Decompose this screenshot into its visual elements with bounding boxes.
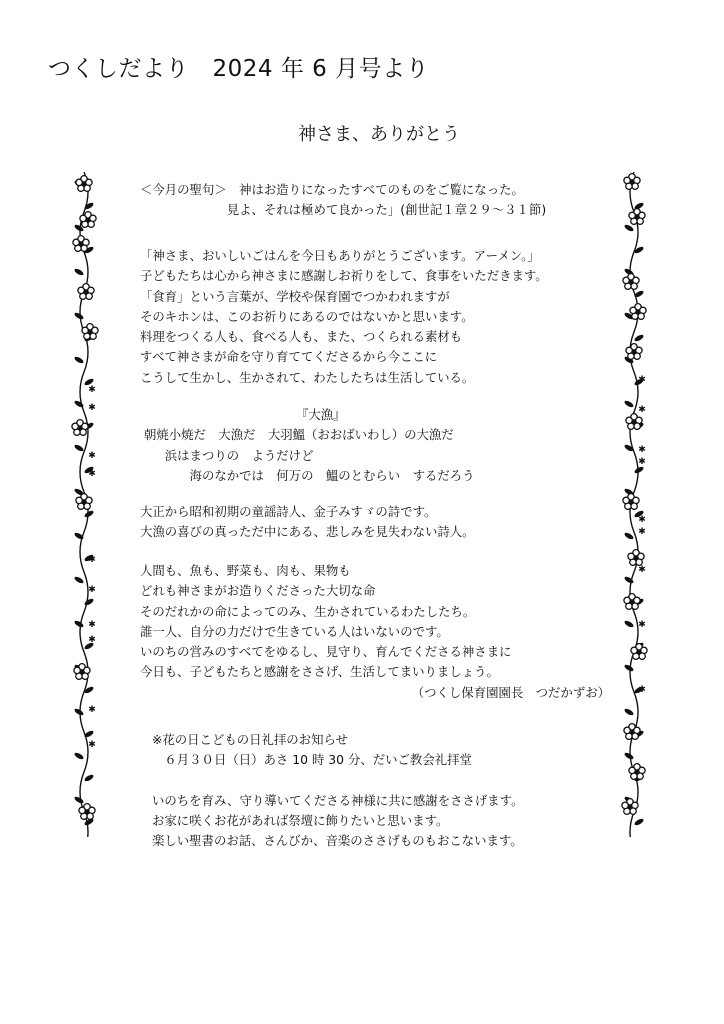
leaf-icon xyxy=(624,664,635,673)
text-line: そのキホンは、このお祈りにあるのではないかと思います。 xyxy=(140,308,474,324)
flower-icon xyxy=(76,176,92,192)
leaf-icon xyxy=(74,444,85,453)
text-line: 子どもたちは心から神さまに感謝しお祈りをして、食事をいただきます。 xyxy=(140,268,548,284)
notice-datetime: ６月３０日（日）あさ 10 時 30 分、だいご教会礼拝堂 xyxy=(152,752,472,768)
notice-line: 楽しい聖書のお話、さんびか、音楽のささげものもおこないます。 xyxy=(152,833,523,849)
leaf-icon xyxy=(634,334,645,343)
text-line: どれも神さまがお造りくださった大切な命 xyxy=(140,583,376,599)
flower-icon xyxy=(624,594,640,610)
flower-icon xyxy=(630,304,646,320)
star-icon: ✱ xyxy=(638,445,646,455)
poet-block xyxy=(140,502,610,543)
poem-line: 朝焼小焼だ 大漁だ 大羽鰮（おおばいわし）の大漁だ xyxy=(140,427,454,443)
star-icon: ✱ xyxy=(638,405,646,415)
poem-block xyxy=(140,405,610,486)
star-icon: ✱ xyxy=(88,469,96,479)
star-icon: ✱ xyxy=(88,705,96,715)
leaf-icon xyxy=(74,620,85,629)
leaf-icon xyxy=(84,510,95,519)
star-icon: ✱ xyxy=(88,451,96,461)
leaf-icon xyxy=(84,598,95,607)
text-line: 誰一人、自分の力だけで生きている人はいないのです。 xyxy=(140,623,449,639)
prayer-block xyxy=(140,246,610,388)
flower-icon xyxy=(623,274,639,290)
text-line: こうして生かし、生かされて、わたしたちは生活している。 xyxy=(140,369,475,385)
verse-block xyxy=(140,180,610,221)
flower-icon xyxy=(72,420,88,436)
leaf-icon xyxy=(74,752,85,761)
text-line: 「神さま、おいしいごはんを今日もありがとうございます。アーメン。」 xyxy=(140,248,540,263)
flower-icon xyxy=(622,799,638,815)
page-subtitle: 神さま、ありがとう xyxy=(298,124,460,145)
verse-line: ＜今月の聖句＞ 神はお造りになったすべてのものをご覧になった。 xyxy=(140,182,524,197)
star-icon: ✱ xyxy=(88,585,96,595)
star-icon: ✱ xyxy=(638,375,646,385)
leaf-icon xyxy=(74,268,85,277)
flower-icon xyxy=(80,212,96,228)
star-icon: ✱ xyxy=(638,685,646,695)
star-icon: ✱ xyxy=(88,620,96,630)
notice-heading: ※花の日こどもの日礼拝のお知らせ xyxy=(152,732,348,747)
star-icon: ✱ xyxy=(638,527,646,537)
notice-block xyxy=(152,730,602,852)
text-line: いのちの営みのすべてをゆるし、見守り、育んでくださる神さまに xyxy=(140,644,512,660)
notice-line: お家に咲くお花があれば祭壇に飾りたいと思います。 xyxy=(152,813,449,829)
star-icon: ✱ xyxy=(88,403,96,413)
star-icon: ✱ xyxy=(638,515,646,525)
text-line: 大正から昭和初期の童謡詩人、金子みすゞの詩です。 xyxy=(140,504,437,519)
flower-icon xyxy=(623,494,639,510)
star-icon: ✱ xyxy=(88,385,96,395)
text-line: そのだれかの命によってのみ、生かされているわたしたち。 xyxy=(140,603,476,619)
verse-line: 見よ、それは極めて良かった」(創世記１章２９～３１節) xyxy=(140,202,547,218)
flower-icon xyxy=(626,344,642,360)
flower-icon xyxy=(76,494,92,510)
right-flower-border-icon xyxy=(614,172,654,837)
leaf-icon xyxy=(74,312,85,321)
notice-line: いのちを育み、守り導いてくださる神様に共に感謝をささげます。 xyxy=(152,792,524,808)
flower-icon xyxy=(629,209,645,225)
text-line: 今日も、子どもたちと感謝をささげ、生活してまいりましょう。 xyxy=(140,664,499,680)
signature: （つくし保育園園長 つだかずお） xyxy=(411,684,610,700)
text-line: 大漁の喜びの真っただ中にある、悲しみを見失わない詩人。 xyxy=(140,524,475,540)
flower-icon xyxy=(82,324,98,340)
flower-icon xyxy=(624,174,640,190)
flower-icon xyxy=(626,414,642,430)
star-icon: ✱ xyxy=(88,555,96,565)
leaf-icon xyxy=(84,774,95,783)
star-icon: ✱ xyxy=(88,635,96,645)
flower-icon xyxy=(624,724,640,740)
poem-title: 『大漁』 xyxy=(296,407,346,422)
star-icon: ✱ xyxy=(638,457,646,467)
leaf-icon xyxy=(624,708,635,717)
flower-icon xyxy=(73,236,89,252)
poem-line: 海のなかでは 何万の 鰮のとむらい するだろう xyxy=(140,467,475,483)
text-line: 人間も、魚も、野菜も、肉も、果物も xyxy=(140,563,351,578)
poem-line: 浜はまつりの ようだけど xyxy=(140,447,314,463)
page-title: つくしだより 2024 年 6 月号より xyxy=(48,56,430,82)
leaf-icon xyxy=(74,796,85,805)
text-line: すべて神さまが命を守り育ててくださるから今ここに xyxy=(140,349,438,365)
leaf-icon xyxy=(74,576,85,585)
text-line: 「食育」という言葉が、学校や保育園でつかわれますが xyxy=(140,288,450,304)
leaf-icon xyxy=(624,752,635,761)
leaf-icon xyxy=(74,708,85,717)
flower-icon xyxy=(78,284,94,300)
star-icon: ✱ xyxy=(88,740,96,750)
leaf-icon xyxy=(634,818,645,827)
leaf-icon xyxy=(624,400,635,409)
star-icon: ✱ xyxy=(638,565,646,575)
flower-icon xyxy=(631,644,647,660)
flower-icon xyxy=(628,550,644,566)
text-line: 料理をつくる人も、食べる人も、また、つくられる素材も xyxy=(140,329,463,345)
star-icon: ✱ xyxy=(638,620,646,630)
left-flower-border-icon xyxy=(64,172,104,837)
leaf-icon xyxy=(624,620,635,629)
leaf-icon xyxy=(624,532,635,541)
message-block xyxy=(140,561,610,703)
leaf-icon xyxy=(74,356,85,365)
